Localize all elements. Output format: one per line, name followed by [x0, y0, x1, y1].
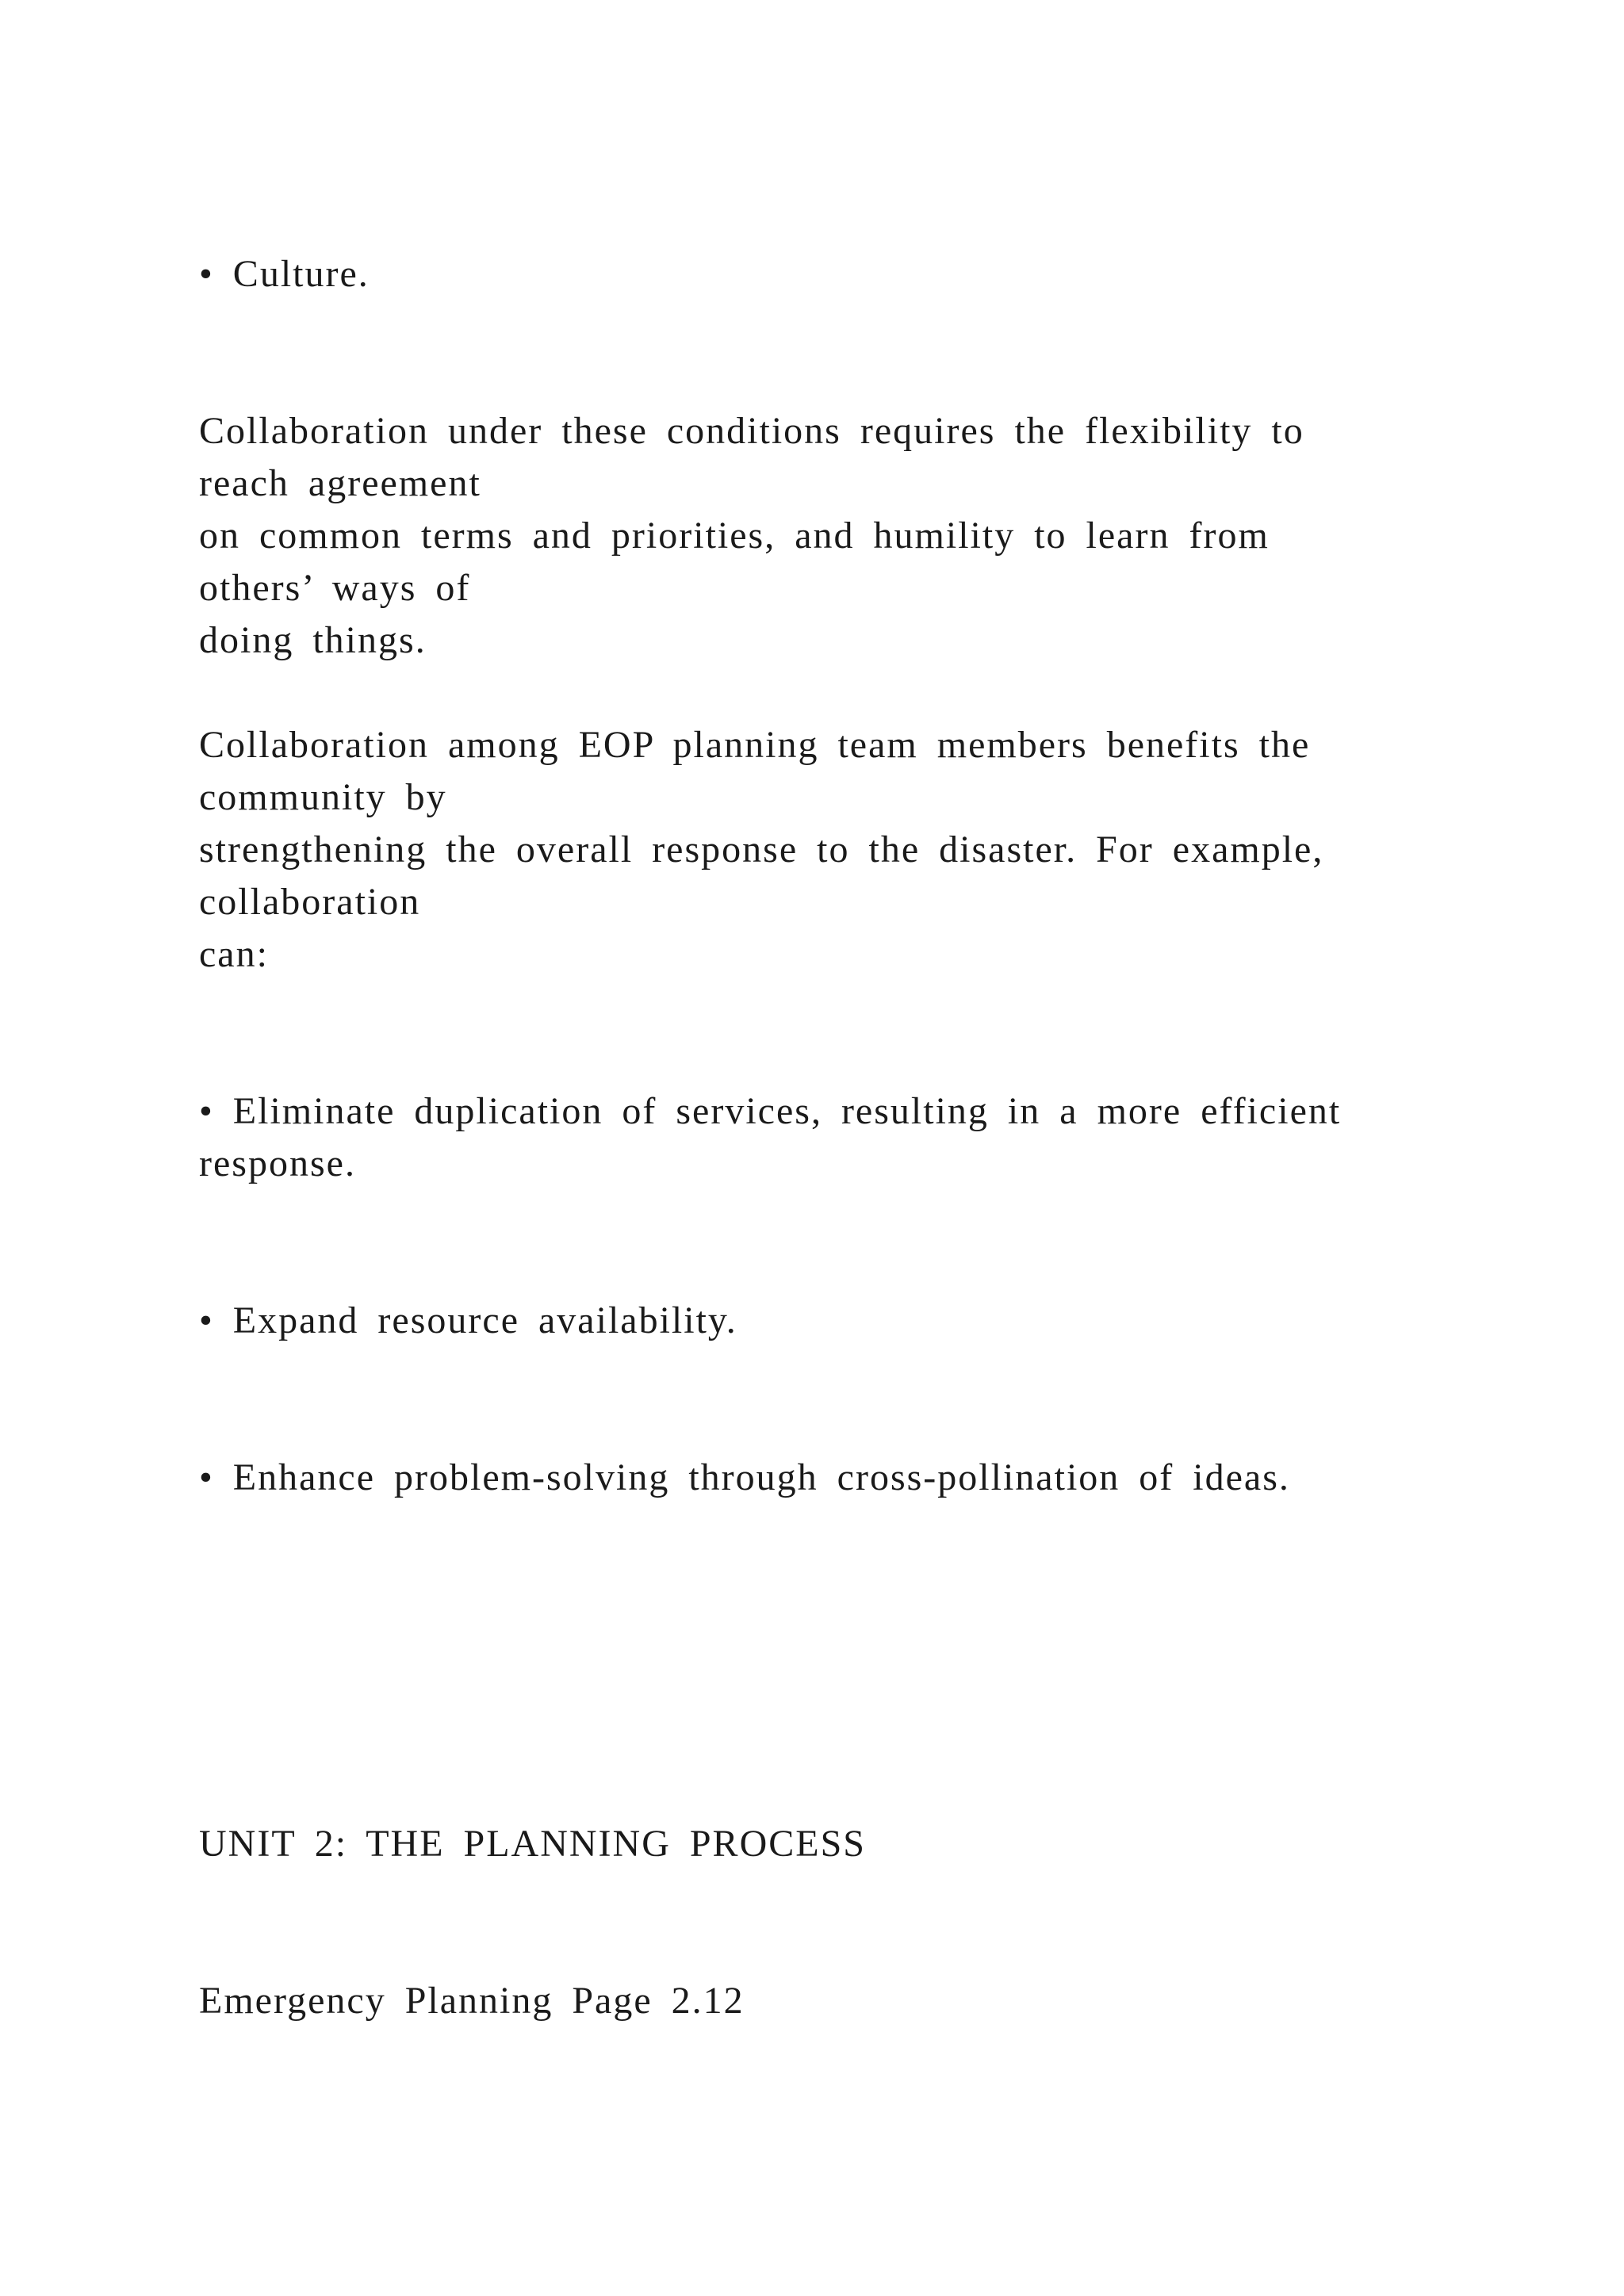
paragraph-line: community by — [199, 776, 447, 818]
bullet-item-expand-resources: • Expand resource availability. — [199, 1299, 737, 1341]
paragraph-line: can: — [199, 933, 269, 975]
paragraph-line: reach agreement — [199, 462, 481, 504]
bullet-line: • Eliminate duplication of services, resulting in a more efficient — [199, 1090, 1342, 1132]
paragraph-line: on common terms and priorities, and humility to learn from — [199, 515, 1270, 557]
paragraph-line: Collaboration under these conditions requires the flexibility to — [199, 410, 1304, 452]
bullet-line: response. — [199, 1142, 356, 1184]
paragraph-line: strengthening the overall response to the disaster. For example, — [199, 828, 1324, 871]
bullet-item-enhance-problem-solving: • Enhance problem-solving through cross-pollination of ideas. — [199, 1456, 1290, 1498]
unit-header: UNIT 2: THE PLANNING PROCESS — [199, 1823, 866, 1865]
paragraph-line: collaboration — [199, 881, 421, 923]
bullet-item-culture: • Culture. — [199, 253, 370, 295]
paragraph-line: Collaboration among EOP planning team members benefits the — [199, 724, 1311, 766]
paragraph-line: others’ ways of — [199, 567, 471, 609]
paragraph-line: doing things. — [199, 619, 427, 661]
page-footer: Emergency Planning Page 2.12 — [199, 1980, 745, 2022]
